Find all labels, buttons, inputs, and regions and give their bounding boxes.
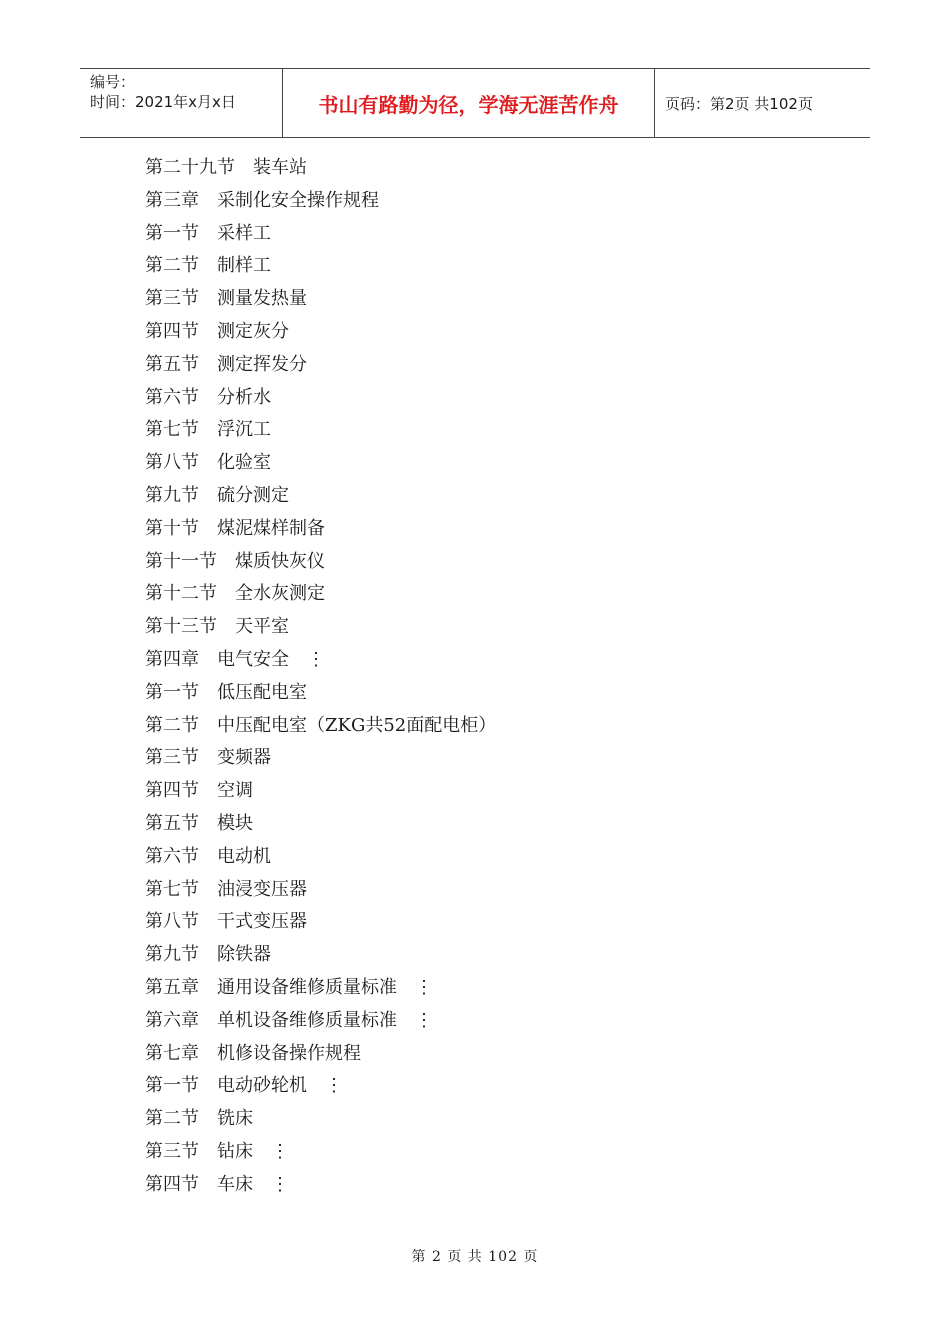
toc-entry: 第十二节 全水灰测定 <box>145 583 325 605</box>
toc-entry: 第十三节 天平室 <box>145 616 289 638</box>
toc-entry: 第三节 测量发热量 <box>145 288 307 310</box>
table-of-contents <box>145 152 496 1202</box>
toc-entry: 第三节 钻床 ⋮ <box>145 1140 289 1162</box>
document-number-label: 编号： <box>90 73 136 91</box>
toc-entry: 第六章 单机设备维修质量标准 ⋮ <box>145 1009 433 1031</box>
toc-entry: 第三节 变频器 <box>145 747 271 769</box>
header-meta <box>80 69 282 137</box>
toc-entry: 第五章 通用设备维修质量标准 ⋮ <box>145 976 433 998</box>
header-page-number: 页码：第2页 共102页 <box>665 94 813 113</box>
toc-entry: 第十节 煤泥煤样制备 <box>145 517 325 539</box>
toc-entry: 第六节 分析水 <box>145 386 271 408</box>
toc-entry: 第八节 干式变压器 <box>145 911 307 933</box>
toc-entry: 第七节 油浸变压器 <box>145 878 307 900</box>
toc-entry: 第一节 采样工 <box>145 222 271 244</box>
toc-entry: 第七章 机修设备操作规程 <box>145 1042 361 1064</box>
page-footer: 第 2 页 共 102 页 <box>411 1249 539 1265</box>
toc-entry: 第六节 电动机 <box>145 845 271 867</box>
toc-entry: 第二节 中压配电室（ZKG共52面配电柜） <box>145 714 497 736</box>
toc-entry: 第八节 化验室 <box>145 452 271 474</box>
toc-entry: 第三章 采制化安全操作规程 <box>145 189 379 211</box>
toc-entry: 第九节 除铁器 <box>145 944 271 966</box>
toc-entry: 第四节 车床 ⋮ <box>145 1173 289 1195</box>
header-motto: 书山有路勤为径，学海无涯苦作舟 <box>282 69 655 137</box>
toc-entry: 第四节 空调 <box>145 780 253 802</box>
toc-entry: 第一节 电动砂轮机 ⋮ <box>145 1075 343 1097</box>
toc-entry: 第一节 低压配电室 <box>145 681 307 703</box>
toc-entry: 第二节 铣床 <box>145 1108 253 1130</box>
toc-entry: 第九节 硫分测定 <box>145 484 289 506</box>
document-header <box>80 68 870 138</box>
toc-entry: 第七节 浮沉工 <box>145 419 271 441</box>
toc-entry: 第四节 测定灰分 <box>145 320 289 342</box>
toc-entry: 第二节 制样工 <box>145 255 271 277</box>
toc-entry: 第五节 模块 <box>145 812 253 834</box>
toc-entry: 第十一节 煤质快灰仪 <box>145 550 325 572</box>
toc-entry: 第五节 测定挥发分 <box>145 353 307 375</box>
document-date: 时间：2021年x月x日 <box>90 93 236 111</box>
toc-entry: 第二十九节 装车站 <box>145 157 307 178</box>
toc-entry: 第四章 电气安全 ⋮ <box>145 648 325 670</box>
